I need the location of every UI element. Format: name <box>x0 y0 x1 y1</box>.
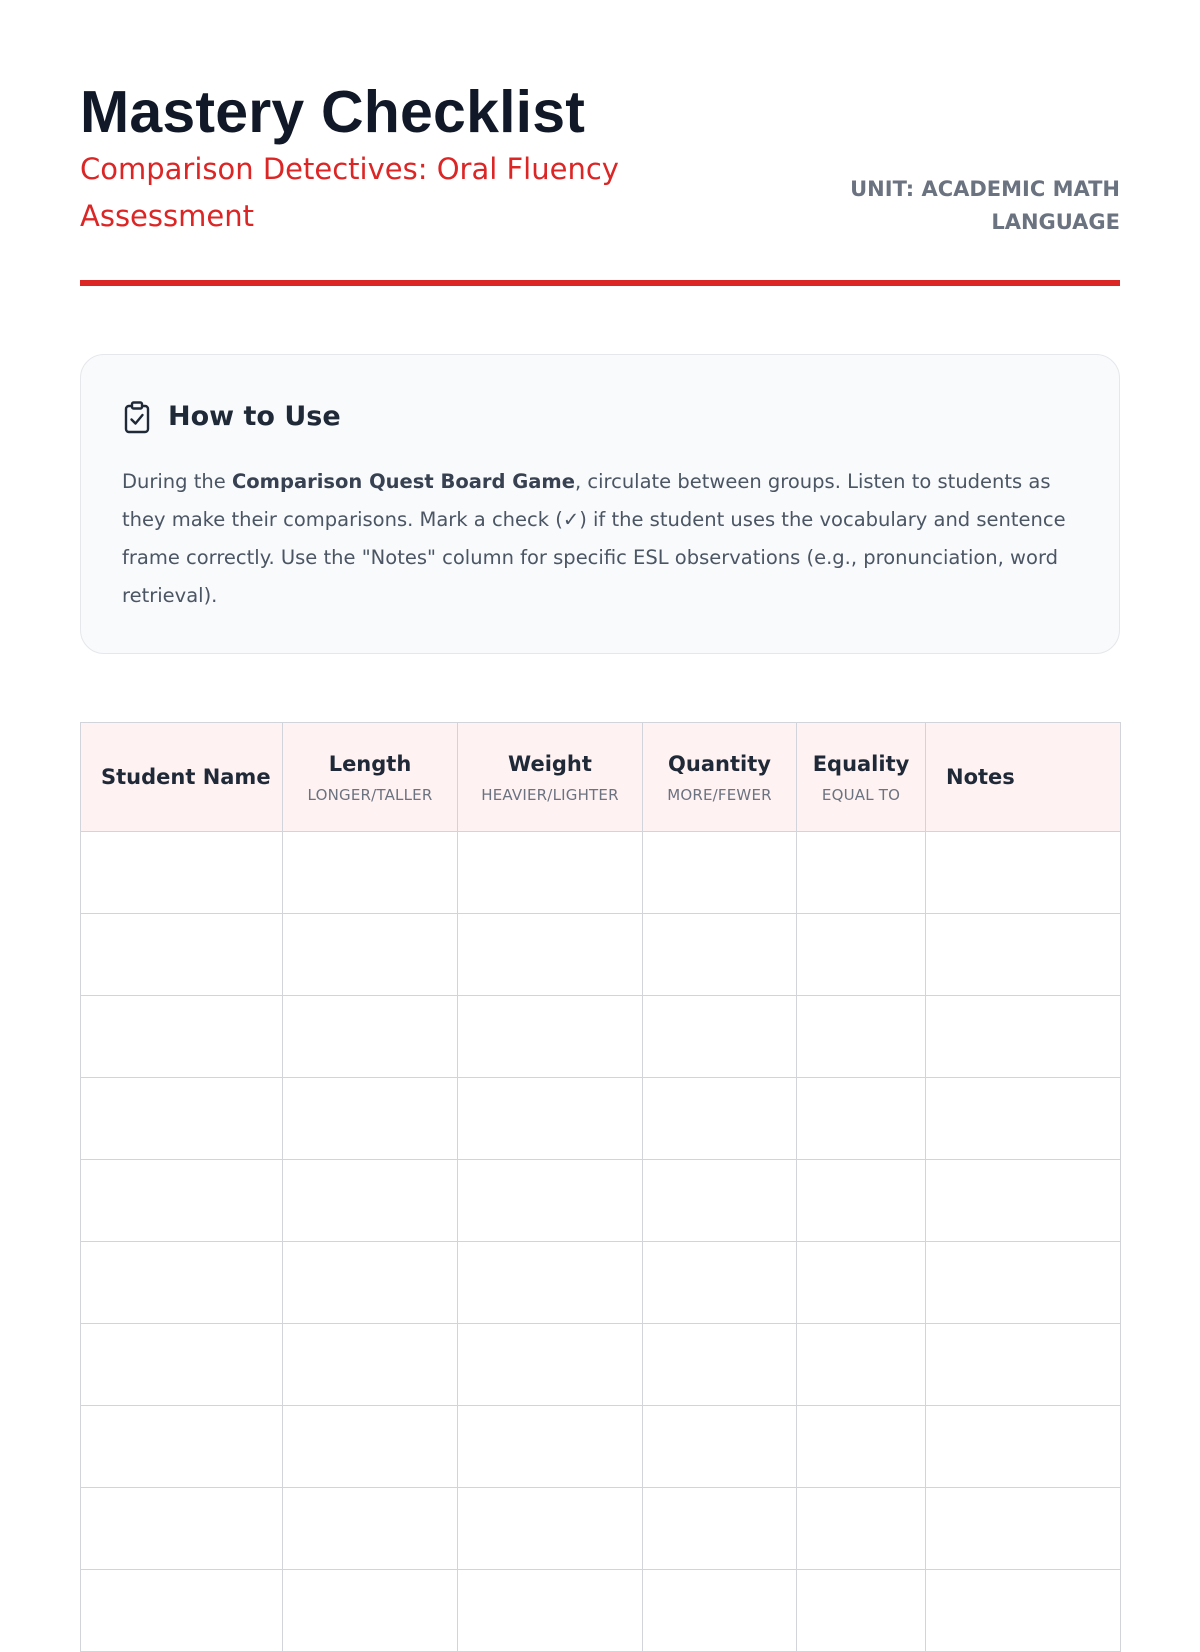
cell-equality[interactable] <box>797 832 926 914</box>
column-label: Equality <box>812 751 910 776</box>
how-to-use-title: How to Use <box>168 401 341 432</box>
cell-quantity[interactable] <box>643 1406 797 1488</box>
cell-weight[interactable] <box>458 996 643 1078</box>
cell-weight[interactable] <box>458 1570 643 1652</box>
cell-weight[interactable] <box>458 1078 643 1160</box>
cell-notes[interactable] <box>926 1406 1121 1488</box>
cell-quantity[interactable] <box>643 1488 797 1570</box>
cell-length[interactable] <box>283 1078 458 1160</box>
cell-quantity[interactable] <box>643 832 797 914</box>
cell-notes[interactable] <box>926 1160 1121 1242</box>
column-label: Notes <box>946 765 1015 789</box>
table-row <box>81 1324 1121 1406</box>
cell-student-name[interactable] <box>81 832 283 914</box>
cell-quantity[interactable] <box>643 914 797 996</box>
cell-length[interactable] <box>283 1488 458 1570</box>
cell-equality[interactable] <box>797 1160 926 1242</box>
mastery-checklist-table <box>80 722 1121 1652</box>
cell-quantity[interactable] <box>643 996 797 1078</box>
cell-notes[interactable] <box>926 1570 1121 1652</box>
cell-student-name[interactable] <box>81 1242 283 1324</box>
cell-student-name[interactable] <box>81 996 283 1078</box>
page-header <box>80 0 1120 286</box>
cell-length[interactable] <box>283 914 458 996</box>
cell-quantity[interactable] <box>643 1242 797 1324</box>
cell-length[interactable] <box>283 1324 458 1406</box>
cell-weight[interactable] <box>458 832 643 914</box>
cell-notes[interactable] <box>926 1078 1121 1160</box>
cell-equality[interactable] <box>797 914 926 996</box>
column-header-quantity <box>643 723 797 832</box>
cell-equality[interactable] <box>797 996 926 1078</box>
column-header-student-name <box>81 723 283 832</box>
checklist-rows <box>81 832 1121 1652</box>
table-row <box>81 1242 1121 1324</box>
page-title: Mastery Checklist <box>80 79 586 145</box>
table-row <box>81 1078 1121 1160</box>
cell-student-name[interactable] <box>81 1406 283 1488</box>
cell-length[interactable] <box>283 996 458 1078</box>
cell-equality[interactable] <box>797 1324 926 1406</box>
checklist-page <box>80 0 1120 804</box>
table-row <box>81 832 1121 914</box>
unit-label: UNIT: ACADEMIC MATH LANGUAGE <box>850 177 1120 234</box>
cell-weight[interactable] <box>458 1488 643 1570</box>
cell-student-name[interactable] <box>81 1570 283 1652</box>
column-header-notes <box>926 723 1121 832</box>
cell-notes[interactable] <box>926 1324 1121 1406</box>
table-row <box>81 1570 1121 1652</box>
cell-length[interactable] <box>283 1242 458 1324</box>
cell-notes[interactable] <box>926 832 1121 914</box>
column-label: Length <box>328 751 412 776</box>
cell-notes[interactable] <box>926 1242 1121 1324</box>
cell-notes[interactable] <box>926 996 1121 1078</box>
cell-quantity[interactable] <box>643 1078 797 1160</box>
cell-weight[interactable] <box>458 1242 643 1324</box>
column-sublabel: LONGER/TALLER <box>307 785 433 804</box>
column-header-equality <box>797 723 926 832</box>
how-to-use-panel <box>80 354 1120 654</box>
clipboard-check-icon <box>122 400 152 434</box>
column-label: Student Name <box>101 765 271 789</box>
column-header-length <box>283 723 458 832</box>
column-sublabel: MORE/FEWER <box>667 785 772 804</box>
cell-quantity[interactable] <box>643 1160 797 1242</box>
cell-equality[interactable] <box>797 1570 926 1652</box>
column-sublabel: HEAVIER/LIGHTER <box>481 785 619 804</box>
cell-equality[interactable] <box>797 1078 926 1160</box>
header-divider <box>80 280 1120 286</box>
game-name: Comparison Quest Board Game <box>231 470 575 493</box>
cell-quantity[interactable] <box>643 1324 797 1406</box>
cell-notes[interactable] <box>926 1488 1121 1570</box>
column-label: Quantity <box>668 751 771 776</box>
cell-student-name[interactable] <box>81 1160 283 1242</box>
table-row <box>81 1406 1121 1488</box>
cell-quantity[interactable] <box>643 1570 797 1652</box>
cell-notes[interactable] <box>926 914 1121 996</box>
cell-student-name[interactable] <box>81 1488 283 1570</box>
table-row <box>81 1160 1121 1242</box>
instructions-text-rest: , circulate between groups. Listen to students as they make their comparisons. Mark a check (✓) if the student uses the vocabulary and sentence frame correctly. Use the "Notes" column for specific ESL observations (e.g., pronunciation, word retrieval). <box>122 470 1066 607</box>
page-subtitle: Comparison Detectives: Oral Fluency Assessment <box>80 152 619 233</box>
cell-length[interactable] <box>283 1406 458 1488</box>
cell-length[interactable] <box>283 832 458 914</box>
cell-equality[interactable] <box>797 1488 926 1570</box>
cell-equality[interactable] <box>797 1242 926 1324</box>
column-sublabel: EQUAL TO <box>821 785 901 804</box>
how-to-use-heading <box>122 400 341 434</box>
cell-student-name[interactable] <box>81 1078 283 1160</box>
instructions-text-start: During the <box>122 470 232 493</box>
table-row <box>81 1488 1121 1570</box>
cell-equality[interactable] <box>797 1406 926 1488</box>
column-header-weight <box>458 723 643 832</box>
cell-weight[interactable] <box>458 1160 643 1242</box>
cell-length[interactable] <box>283 1570 458 1652</box>
table-row <box>81 996 1121 1078</box>
how-to-use-instructions <box>122 463 1082 615</box>
cell-student-name[interactable] <box>81 1324 283 1406</box>
table-row <box>81 914 1121 996</box>
table-header-row <box>81 723 1121 832</box>
column-label: Weight <box>508 751 592 776</box>
cell-weight[interactable] <box>458 914 643 996</box>
cell-weight[interactable] <box>458 1406 643 1488</box>
cell-length[interactable] <box>283 1160 458 1242</box>
cell-student-name[interactable] <box>81 914 283 996</box>
cell-weight[interactable] <box>458 1324 643 1406</box>
